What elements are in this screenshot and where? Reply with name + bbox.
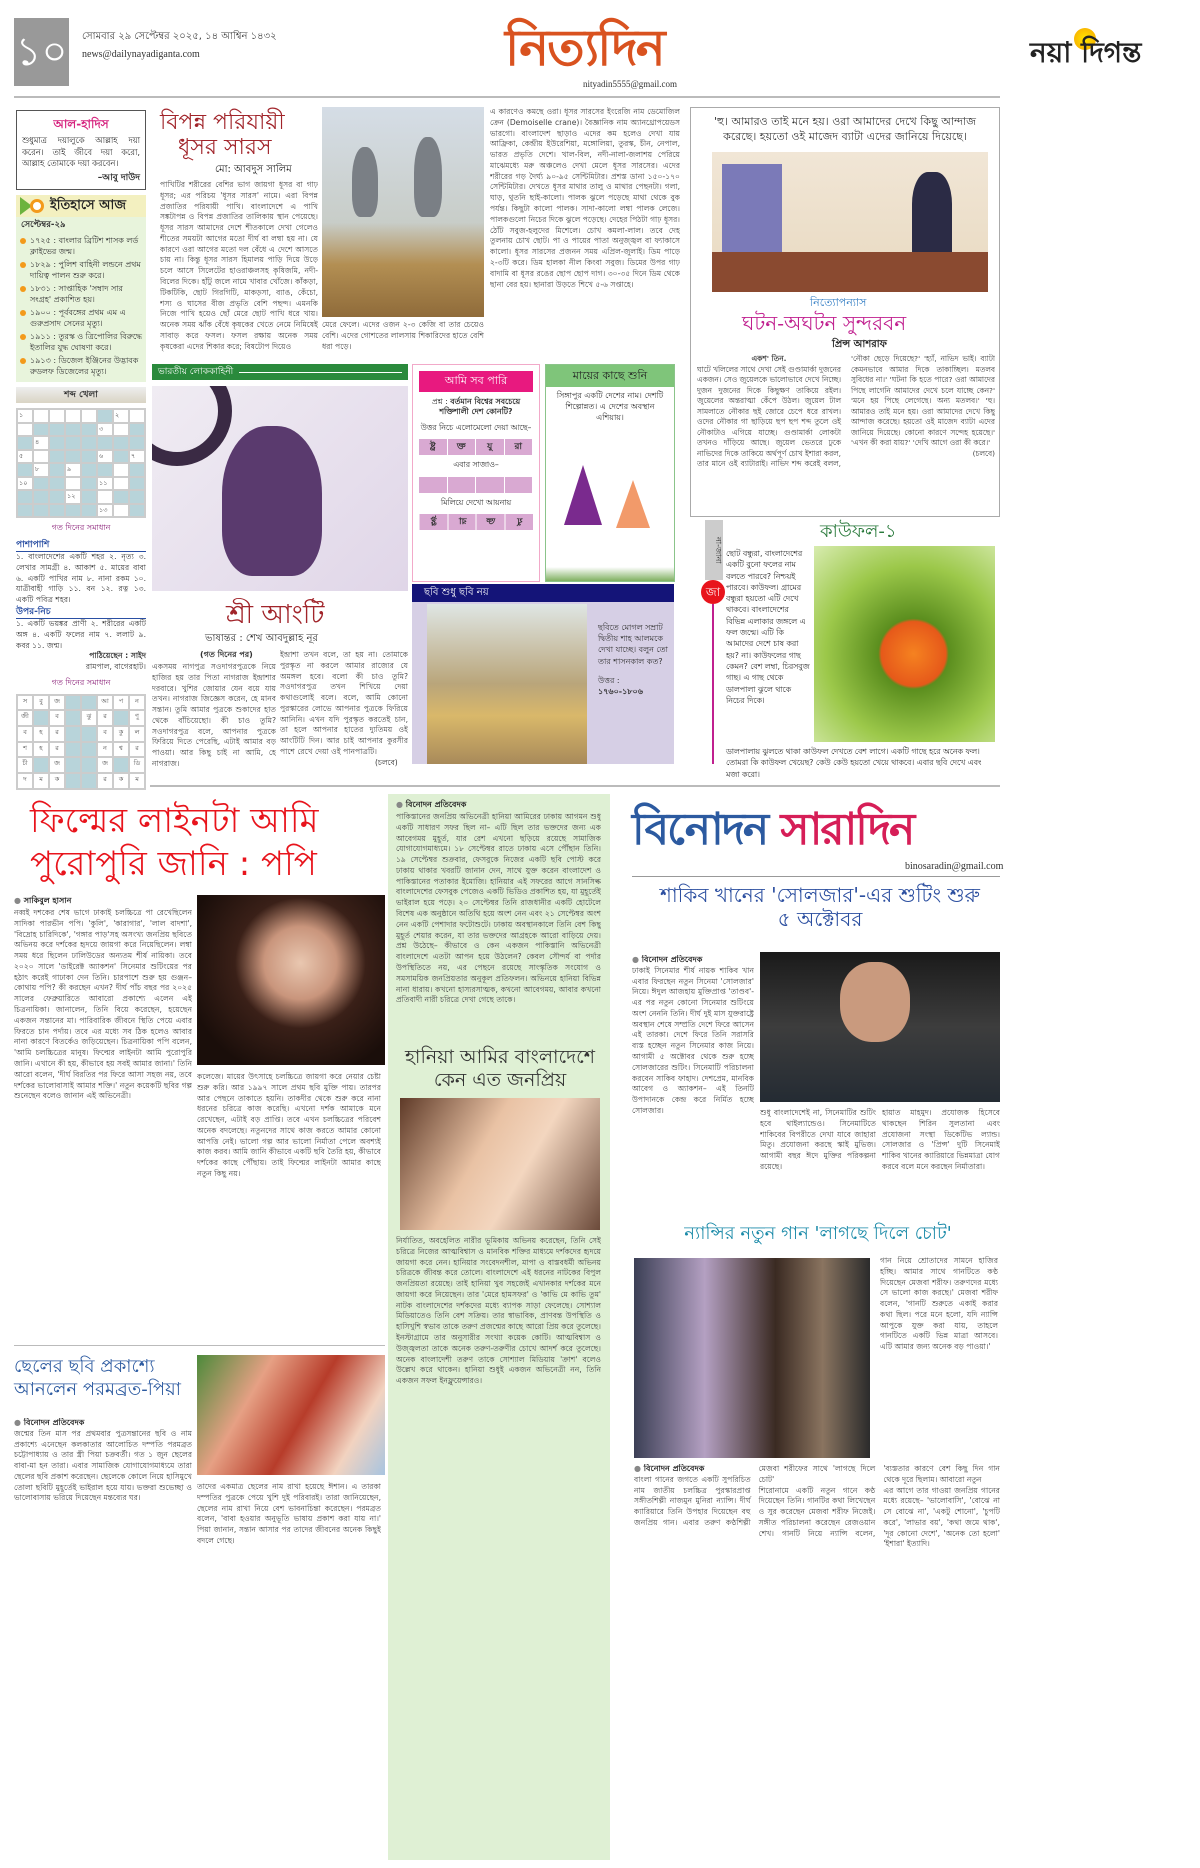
kaufol-badge: জা	[701, 580, 725, 604]
solution-cell: ব	[97, 726, 113, 742]
crossword-cell[interactable]	[97, 409, 113, 423]
question-prefix: প্রশ্ন :	[431, 396, 448, 406]
office-illustration	[712, 152, 988, 292]
binodon-divider	[632, 876, 1000, 877]
popy-text-1: নব্বই দশকের শেষ ভাগে ঢাকাই চলচ্চিত্রে পা রেখেছিলেন সাদিকা পারভীন পপি। 'কুলি', 'কারাগার', 'লাল বাদশা', 'বিদ্রোহ চারিদিকে', 'গঙ্গার পাড়'সহ অসংখ্য জনপ্রিয় ছবিতে অভিনয় করে দর্শকের হৃদয়ে জায়গা করে নিয়েছিলেন। লম্বা সময় ধরে ছিলেন ঢালিউডের অন্যতম শীর্ষ নায়িকা। তবে ২০২০ সালে 'ডাইরেক্ট অ্যাকশন' সিনেমার শুটিংয়ের পর হঠাৎ করেই গাঢাকা দেন তিনি। চারপাশে শুরু হয় গুঞ্জন– কোথায় পপি? কী করছেন এখন? দীর্ঘ পাঁচ বছর পর ২০২৫ সালের ফেব্রুয়ারিতে আবারো প্রকাশ্যে এলেন এই চিত্রনায়িকা। জানালেন, তিনি বিয়ে করেছেন, হয়েছেন একজন সন্তানের মা। পারিবারিক জীবনে স্থিতি পেয়ে এবার ফিরতে চান পর্দায়। তবে এর মধ্যে সব ঠিক হলেও আবার নানা কারণে বিতর্কেও জড়িয়েছেন। চিত্রনায়িকা পপি বলেন, 'আমি চলচ্চিত্রের মানুষ। ফিল্মের লাইনটা আমি পুরোপুরি জানি। এখানে কী হয়, কীভাবে হয় সবই আমার জানা।' তিনি আরো বলেন, 'দীর্ঘ বিরতির পর ফিরে আসা সহজ নয়, তবে দর্শকের ভালোবাসাই আমার শক্তি।' নতুন কয়েকটি ছবির গল্প শুনেছেন বলেও জানান এই অভিনেত্রী।	[14, 908, 192, 1101]
section-logo: নিত্যদিন	[505, 18, 664, 77]
to-be-continued: (চলবে)	[375, 758, 398, 767]
clues	[16, 539, 146, 673]
shakib-text-3: হায়াত মাহমুদ। প্রযোজক হিসেবে থাকছেন শিরিন সুলতানা এবং প্রযোজনা সংস্থা ডিকেটিভ ল্যান্ড। সোলজার ও 'প্রিন্স' দুটি সিনেমাই শাকিব খানের ক্যারিয়ারে ভিন্নমাত্রা যোগ করবে বলে মনে করছেন নির্মাতারা।	[882, 1108, 1000, 1171]
cat-icon	[222, 426, 322, 576]
crossword-cell[interactable]	[97, 490, 113, 504]
crossword-cell[interactable]	[33, 477, 49, 491]
crossword-cell[interactable]	[129, 423, 145, 437]
shakib-photo	[760, 952, 1000, 1102]
story-title: শ্রী আংটি	[226, 600, 325, 630]
bird-title-line1: বিপন্ন পরিযায়ী	[160, 110, 285, 135]
solution-cell: জ	[97, 757, 113, 773]
unknown-strip: না-জানা	[705, 520, 723, 580]
picture-box-text	[598, 622, 670, 697]
solution-cell: ক	[113, 773, 129, 789]
grass-icon	[546, 567, 674, 581]
crossword-cell[interactable]	[81, 409, 97, 423]
story-text-2: ইন্দ্রাশা তখন বলে, তা হয় না। তোমাকে পুরস্কৃত না করলে আমার রাজ্যের যে অমঙ্গল হবে। বলো কী চাও তুমি? সওদাগরপুত্র তখন শিখিয়ে দেয়া কথাগুলোই বলে। বলে, আমি কোনো পুরস্কারের লোভে আপনার পুত্রকে ফিরিয়ে আনিনি। এখন যদি পুরস্কৃত করতেই চান, তা হলে আপনার হাতের দ্যুতিময় ওই আংটিটি দিন। আর চাই আপনার কুরসীর পাশে রেখে দেয়া ওই পানপাত্রটি।	[280, 650, 408, 756]
crossword-cell[interactable]: ৬	[97, 450, 113, 464]
kaufol-text: ছোট বন্ধুরা, বাংলাদেশের একটি বুনো ফলের নাম বলতে পারবে? নিশ্চয়ই পারবে। কাউফল। গ্রামের বন্ধুরা হয়তো এটি দেখে থাকবে। বাংলাদেশের বিভিন্ন এলাকার জঙ্গলে এ ফল জন্মে। এটি কি আমাদের দেশে চাষ করা হয়? না। কাউফলের গাছ কেমন? বেশ লম্বা, চিরসবুজ গাছ। এ গাছ থেকে ডালপালা ঝুলে থাকে নিচের দিকে।	[726, 549, 810, 705]
folk-story-section	[152, 364, 408, 380]
crossword-cell[interactable]	[49, 504, 65, 518]
crossword-cell[interactable]	[97, 436, 113, 450]
history-title: ইতিহাসে আজ	[50, 198, 126, 214]
sender-place: রামপাল, বাগেরহাট।	[85, 662, 146, 672]
nancy-text-2: শিরোনামে একটি নতুন গানে কণ্ঠ দিয়েছেন তিনি। গানটির কথা লিখেছেন ও সুর করেছেন মেজবা শরীফ নিজেই। সঙ্গীত পরিচালনা করেছেন রেজওয়ান শেখ। গানটি নিয়ে ন্যান্সি বলেন, 'ব্যস্ততার কারণে বেশ কিছু দিন গান থেকে দূরে ছিলাম। আবারো নতুন	[758, 1464, 1000, 1538]
crossword-cell[interactable]	[113, 423, 129, 437]
solution-cell	[81, 773, 97, 789]
crossword-cell[interactable]	[113, 504, 129, 518]
history-item: ১৯১১ : তুরস্ক ও ত্রিপোলির বিরুদ্ধে ইতালির যুদ্ধ ঘোষণা করে।	[16, 331, 146, 355]
parambrata-headline: ছেলের ছবি প্রকাশ্যে আনলেন পরমব্রত-পিয়া	[14, 1356, 181, 1400]
to-be-continued: (চলবে)	[972, 448, 995, 458]
girl-drawing-icon	[564, 465, 602, 525]
solution-cell: ণু	[129, 710, 145, 726]
nancy-text-1: বাংলা গানের জগতে একটি সুপরিচিত নাম জাতীয় চলচ্চিত্র পুরস্কারপ্রাপ্ত সঙ্গীতশিল্পী নাজমুন মুনিরা ন্যান্সি। দীর্ঘ ক্যারিয়ারে তিনি উপহার দিয়েছেন বহু জনপ্রিয় গান। এবার তরুণ কণ্ঠশিল্পী মেজবা শরীফের সাথে 'লাগছে দিলে চোট'	[634, 1464, 876, 1527]
solution-cell: ল	[129, 726, 145, 742]
crossword-title: শব্দ খেলা	[64, 390, 98, 400]
crane-icon	[352, 147, 378, 217]
crossword-cell[interactable]	[81, 450, 97, 464]
solution-cell: ক	[49, 773, 65, 789]
nancy-text-3: এর আগে তার গাওয়া জনপ্রিয় গানের মধ্যে রয়েছে– 'ভালোবাসি', 'বোঝে না সে বোঝে না', 'একটু শোনো', 'চুপটি করে', 'লাভার বয়', 'কথা জমে থাক', 'দূর কোনো দেশে', 'অনেক তো হলো' 'ইশারা' ইত্যাদি।	[883, 1485, 1000, 1549]
crane-photo	[322, 107, 484, 317]
solution-cell: স	[17, 695, 33, 711]
crossword-cell[interactable]	[65, 436, 81, 450]
solution-cell: বু	[33, 695, 49, 711]
across-label: পাশাপাশি	[16, 539, 146, 552]
quiz-title: আমি সব পারি	[419, 371, 533, 392]
section-label: ভারতীয় লোককাহিনী	[158, 366, 234, 377]
solution-cell: র	[49, 742, 65, 758]
hania-text-2: নির্যাতিত, অবহেলিত নারীর ভূমিকায় অভিনয় করেছেন, তিনি সেই চরিত্রে নিজের আত্মবিশ্বাস ও মানবিক শক্তির মাধ্যমে দর্শকদের হৃদয়ে জায়গা করে নেন। হানিয়ার সংবেদনশীল, মাপা ও বাস্তবধর্মী অভিনয় চরিত্রকে জীবন্ত করে তোলে। বাংলাদেশে এই ধরনের নাটকের বিপুল জনপ্রিয়তা রয়েছে। তাই হানিয়া খুব সহজেই এখানকার দর্শকের মনে জায়গা করে নিয়েছেন। তার 'মেরে হামসফর' ও 'কাভি মে কাভি তুম' নাটক বাংলাদেশের দর্শকদের মধ্যে ব্যাপক সাড়া ফেলেছে। সোশ্যাল মিডিয়াতেও তিনি বেশ সক্রিয়। তার স্বাভাবিক, প্রাণবন্ত উপস্থিতি ও হাসিখুশি স্বভাব তাকে তরুণ প্রজন্মের কাছে আরো প্রিয় করে তুলেছে। ইনস্টাগ্রামে তার অনুসারীর সংখ্যা কয়েক কোটি। আত্মবিশ্বাস ও উজ্জ্বলতা তাকে অনেক তরুণ-তরুণীর চোখে আদর্শ করে তুলেছে। অনেক বাংলাদেশী তরুণ তাকে সোশ্যাল মিডিয়ায় 'ক্রাশ' বলেও উল্লেখ করে থাকেন। হানিয়া শুধুই একজন অভিনেত্রী নন, তিনি একজন সফল ইনফ্লুয়েন্সারও।	[396, 1236, 601, 1386]
solution-cell: ব	[49, 710, 65, 726]
picture-box-header: ছবি শুধু ছবি নয়	[412, 584, 674, 602]
parambrata-text-2: তাদের একমাত্র ছেলের নাম রাখা হয়েছে ঈশান। এ তারকা দম্পতির পুত্রকে পেয়ে খুশি দুই পরিবারই। তারা জানিয়েছেন, ছেলের নাম রাখা নিয়ে বেশ ভাবনাচিন্তা করেছেন। পরমব্রত বলেন, 'বাবা হওয়ার অনুভূতি ভাষায় প্রকাশ করা যায় না।' পিয়া জানান, সন্তান আসার পর তাদের জীবনের অনেক কিছুই বদলে গেছে।	[197, 1482, 381, 1545]
solution-cell: শ্ব	[113, 742, 129, 758]
solution-cell	[65, 710, 81, 726]
solution-cell	[81, 726, 97, 742]
date-line: সোমবার ২৯ সেপ্টেম্বর ২০২৫, ১৪ আশ্বিন ১৪৩২	[82, 31, 277, 42]
popy-photo	[197, 895, 385, 1065]
crossword-cell[interactable]	[49, 423, 65, 437]
history-item: ১৮২৯ : পুলিশ বাহিনী লন্ডনে প্রথম দায়িত্ব পালন শুরু করে।	[16, 259, 146, 283]
shakib-headline: শাকিব খানের 'সোলজার'-এর শুটিং শুরু ৫ অক্টোবর	[660, 883, 980, 931]
hint-2: এবার সাজাও–	[453, 460, 499, 470]
bird-text-1: পাখিটির শরীরের বেশির ভাগ জায়গা ধূসর বা গাঢ় ধূসর; এর পরিচয় 'ধূসর সারস' নামে। এরা বিপন্ন প্রজাতির পরিযায়ী পাখি। বাংলাদেশে এ পাখি সঙ্কটাপন্ন ও বিপন্ন প্রজাতির তালিকায় স্থান পেয়েছে। ধূসর সারস আমাদের দেশে শীতকালে দেখা গেলেও শীতের সময়টা আগের মতো দীর্ঘ বা লম্বা হয় না। যে কারণে ওরা আগের মতো দল বেঁধে এ দেশে আসতে চায় না। কিন্তু ধূসর সারস হিমালয় পাড়ি দিয়ে উড়ে চলে আসে সিলেটের হাওরাঞ্চলসহ কৃষিজমি, নদী-বিলের দিকে। হাঁটু জলে নামে খাবার খোঁজে। কাঁকড়া, টিকটিকি, ছোট গিরগিটি, মাকড়সা, ব্যাঙ, কেঁচো, শস্য ও ঘাসের বীজ প্রভৃতি বেশি পছন্দ। এমনকি নিজে পাখি হয়েও ছোঁ মেরে ছোট পাখি ধরে খায়। অনেক সময় ঝাঁক বেঁধে কৃষকের খেতে নেমে নিমিষেই সাবাড় করে ফসল। ফসল রক্ষায় অনেক সময় কৃষকেরা এদের শিকার করে; বিষটোপ দিয়েও	[160, 180, 318, 351]
solution-cell	[81, 757, 97, 773]
letter-tile: ষ্ট্র	[419, 439, 448, 455]
hadith-text: শুধুমাত্র দয়ালুকে আল্লাহ দয়া করেন। তাই জীবে দয়া করো, আল্লাহ তোমাকে দয়া করবেন।	[22, 135, 140, 169]
solution-grid	[16, 694, 146, 790]
mother-box-title: মায়ের কাছে শুনি	[546, 365, 674, 387]
solution-cell	[65, 773, 81, 789]
question-text: বর্তমান বিশ্বের সবচেয়ে শক্তিশালী দেশ কোনটি?	[439, 396, 521, 417]
crossword-cell[interactable]	[65, 504, 81, 518]
binodon-email[interactable]: binosaradin@gmail.com	[905, 861, 1004, 872]
bird-title-line2: ধূসর সারস	[178, 135, 272, 160]
parambrata-byline: ● বিনোদন প্রতিবেদক	[14, 1418, 192, 1429]
crossword-cell[interactable]: ৮	[33, 463, 49, 477]
bird-author: মো: আবদুস সালিম	[215, 164, 292, 175]
continued-label: (গত দিনের পর)	[200, 650, 253, 659]
section-email[interactable]: nityadin5555@gmail.com	[583, 79, 678, 89]
crossword-cell[interactable]	[33, 450, 49, 464]
solution-cell: হ	[33, 742, 49, 758]
crossword-cell[interactable]	[17, 504, 33, 518]
letter-tile: যু	[476, 439, 505, 455]
bird-text-2: মেরে ফেলে। এদের ওজন ২-৩ কেজি বা তার চেয়েও বেশি। এদের গোশতের লালসায় শিকারিদের হাতে বেশি ধরা পড়ে।	[322, 320, 484, 351]
solution-cell: কু	[113, 726, 129, 742]
crossword-cell[interactable]	[81, 423, 97, 437]
left-column	[16, 110, 146, 790]
solution-cell: শ	[17, 742, 33, 758]
crossword-cell[interactable]: ১০	[17, 477, 33, 491]
letter-tile: ক্ত	[476, 514, 505, 530]
crossword-cell[interactable]	[129, 504, 145, 518]
solution-cell	[65, 695, 81, 711]
shakib-text-2: শুধু বাংলাদেশেই না, সিনেমাটির শুটিং হবে থাইল্যান্ডেও। সিনেমাটিতে শাকিবের বিপরীতে দেখা যাবে জাহারা মিতু। প্রযোজনা করছে স্কাই মুভিজ। আগামী বছর ঈদে মুক্তির পরিকল্পনা রয়েছে।	[760, 1108, 876, 1171]
solution-label: গত দিনের সমাধান	[51, 523, 111, 532]
solution-cell: জ	[49, 757, 65, 773]
crossword-header	[16, 387, 146, 403]
crossword-cell[interactable]: ১২	[65, 490, 81, 504]
bird-text-3: এ কারণেও কমছে ওরা। ধূসর সারসের ইংরেজি নাম ডেমোজিল ক্রেন (Demoiselle crane)। বৈজ্ঞানিক নাম অ্যানথ্রোপয়েডস ভারগো। বাংলাদেশ ছাড়াও এদের কম হলেও দেখা যায় আফ্রিকা, কেন্দ্রীয় ইউরেশিয়া, মঙ্গোলিয়া, তুরস্ক, চীন, নেপাল, ভারত প্রভৃতি দেশে। খাল-বিল, নদী-নালা-জলাশয় পেরিয়ে মাঝেমধ্যে মরু অঞ্চলেও দেখা মেলে ধূসর সারসের। এদের শরীরের গড় দৈর্ঘ্য ৯০-৯৫ সেন্টিমিটার। প্রশস্ত ডানা ১৫০-১৭০ সেন্টিমিটার। দেখতে ধূসর মাথার তালু ও মাথার পেছনটা। গলা, ঘাড়, থুতনি ছাই-কালো। পালক ঝুলে পড়েছে মাথা থেকে বুক পর্যন্ত। কিছুটা কালো পালক। সাদা-কালো লম্বা পালক লেজে। পালকগুলো নিচের দিকে ঝুলে পড়েছে। দেহের পিঠটা গাঢ় ধূসর। ঠোঁট সবুজ-হলুদের মিশেলে। চোখ কমলা-লাল। তবে দেহ তুলনায় চোখ ছোট। পা ও পায়ের পাতা অনুজ্জ্বল বা ফ্যাকাসে কালো। ধূসর সারসের প্রজনন সময় এপ্রিল-জুলাই। ডিম পাড়ে ২-৩টি করে। ডিম হালকা নীল কিংবা সবুজ। ডিমের উপর গাঢ় বাদামি বা ধূসর রঙের ছোপ ছোপ দাগ। ৩০-৩৫ দিনে ডিম থেকে ছানা বের হয়। ছানারা উড়তে শিখে ৫-৬ সপ্তাহে।	[490, 107, 680, 289]
hint-3: মিলিয়ে দেখো আয়নায়	[440, 497, 512, 507]
solution-cell: ন	[129, 695, 145, 711]
solution-cell: ম	[129, 773, 145, 789]
binodon-logo	[632, 800, 913, 859]
paper-logo: নয়া দিগন্ত	[1030, 36, 1142, 69]
nancy-studio-photo	[634, 1258, 870, 1458]
contact-email[interactable]: news@dailynayadiganta.com	[82, 49, 200, 60]
history-header	[16, 195, 146, 217]
solution-cell	[81, 695, 97, 711]
mirror-letters	[419, 514, 533, 530]
novel-author: প্রিন্স আশরাফ	[832, 339, 887, 350]
solution-cell	[113, 710, 129, 726]
mother-box-text: সিঙ্গাপুর একটি দেশের নাম। দেশটি শিল্পোন্নত। এ দেশের অবস্থান এশিয়ায়।	[556, 391, 664, 422]
novel-text	[697, 354, 995, 512]
scrambled-letters	[419, 439, 533, 455]
crossword-cell[interactable]	[17, 436, 33, 450]
history-date: সেপ্টেম্বর-২৯	[21, 220, 66, 231]
history-item: ১৭২৫ : বাংলার ব্রিটিশ শাসক লর্ড ক্লাইভের জন্ম।	[16, 235, 146, 259]
solution-cell: ব	[17, 726, 33, 742]
crossword-cell[interactable]	[129, 477, 145, 491]
crossword-cell[interactable]: ২	[113, 409, 129, 423]
crossword-cell[interactable]	[33, 504, 49, 518]
letter-tile: ক্ত	[448, 439, 477, 455]
crossword-cell[interactable]	[17, 463, 33, 477]
crossword-cell[interactable]	[113, 436, 129, 450]
hania-photo	[400, 1098, 600, 1230]
across-clues: ১. বাংলাদেশের একটি শহর ২. নৃত্য ৩. লেখার সামগ্রী ৪. আকাশ ৫. মায়ের বাবা ৬. একটি পাখির নাম ৮. নানা রকম ১০. যাত্রীবাহী গাড়ি ১১. বন ১২. রত্ন ১৩. একটি পবিত্র শহর।	[16, 551, 146, 605]
family-photo	[197, 1355, 385, 1475]
hadith-title: আল-হাদিস	[53, 117, 109, 131]
crossword-cell[interactable]	[129, 490, 145, 504]
crossword-cell[interactable]: ৯	[65, 463, 81, 477]
crossword-cell[interactable]	[65, 450, 81, 464]
crossword-cell[interactable]: ১১	[97, 477, 113, 491]
crossword-cell[interactable]	[49, 450, 65, 464]
crossword-cell[interactable]	[33, 423, 49, 437]
crossword-cell[interactable]	[49, 436, 65, 450]
crossword-cell[interactable]	[113, 477, 129, 491]
hania-byline: ● বিনোদন প্রতিবেদক	[396, 800, 466, 811]
crossword-cell[interactable]	[81, 504, 97, 518]
novel-quote: 'হু। আমারও তাই মনে হয়। ওরা আমাদের দেখে কিছু আন্দাজ করেছে। হয়তো ওই মাজেদ ব্যাটা এদের জানিয়ে দিয়েছে।	[714, 115, 976, 143]
nancy-byline: ● বিনোদন প্রতিবেদক	[634, 1464, 751, 1475]
solution-cell: আ	[97, 695, 113, 711]
crossword-cell[interactable]	[113, 490, 129, 504]
crossword-cell[interactable]	[97, 463, 113, 477]
popy-byline: ● সাকিবুল হাসান	[14, 896, 71, 907]
crossword-cell[interactable]	[49, 490, 65, 504]
shakib-column-1	[632, 955, 754, 1217]
solution-cell: জী	[17, 710, 33, 726]
solution-label-2: গত দিনের সমাধান	[51, 677, 111, 687]
cat-illustration	[152, 386, 408, 591]
solution-cell: দ	[17, 773, 33, 789]
hint-1: উত্তর নিচে এলোমেলো দেয়া আছে–	[420, 422, 532, 432]
solution-cell	[81, 742, 97, 758]
history-item: ১৯১৩ : ডিজেল ইঞ্জিনের উদ্ভাবক রুডলফ ডিজেলের মৃত্যু।	[16, 355, 146, 379]
crossword-cell[interactable]	[33, 409, 49, 423]
crossword-cell[interactable]	[17, 490, 33, 504]
parambrata-text-1: জন্মের তিন মাস পর প্রথমবার পুত্রসন্তানের ছবি ও নাম প্রকাশ্যে এনেছেন কলকাতার আলোচিত দম্পতি পরমব্রত চট্টোপাধ্যায় ও তার স্ত্রী পিয়া চক্রবর্তী। গত ১ জুন ছেলের বাবা-মা হন তারা। এবার সামাজিক যোগাযোগমাধ্যমে তারা ছেলের ছবি প্রকাশ করেছেন। ছেলেকে কোলে নিয়ে হাসিমুখে তোলা ছবিটি মুহূর্তেই ভাইরাল হয়ে যায়। ভক্তরা শুভেচ্ছা ও ভালোবাসায় ভরিয়ে দিয়েছেন মন্তব্যের ঘর।	[14, 1428, 192, 1503]
crossword-grid[interactable]	[16, 408, 146, 518]
crossword-cell[interactable]	[65, 423, 81, 437]
crossword-cell[interactable]	[129, 463, 145, 477]
story-text-1: একসময় নাগপুত্র সওদাগরপুত্রকে নিয়ে হাজির হয় তার পিতা নাগরাজ ইন্দ্রাশার দরবারে। খুশির জোয়ার যেন বয়ে যায় তখন। নাগরাজ জিজ্ঞেস করেন, হে মানব সন্তান। তুমি আমার পুত্রকে শুকাদের হাত থেকে বাঁচিয়েছো। কী চাও তুমি? সওদাগরপুত্র বলে, আপনার পুত্রকে ফিরিয়ে দিতে পেরেছি, এটাই আমার বড় পাওয়া। আর কিছু চাই না আমি, হে নাগরাজ।	[152, 662, 276, 768]
answer-value: ১৭৬০-১৮০৬	[598, 686, 643, 696]
solution-cell: র	[97, 773, 113, 789]
crossword-cell[interactable]	[65, 409, 81, 423]
crossword-cell[interactable]	[49, 409, 65, 423]
letter-tile: রা	[505, 439, 534, 455]
solution-cell: ম	[33, 773, 49, 789]
face-icon	[840, 962, 910, 1042]
solution-cell	[65, 757, 81, 773]
crossword-cell[interactable]	[49, 477, 65, 491]
nancy-text-0: গান নিয়ে শ্রোতাদের সামনে হাজির হচ্ছি। আমার সাথে গানটিতে কণ্ঠ দিয়েছেন মেজবা শরীফ। তরুণদের মধ্যে সে ভালো কাজ করছে।' মেজবা শরীফ বলেন, 'গানটি শুরুতে একাই করার কথা ছিল। পরে মনে হলো, যদি ন্যান্সি আপুকে যুক্ত করা যায়, তাহলে গানটিতে একটি ভিন্ন মাত্রা আসবে। এটি আমার জন্য অনেক বড় পাওয়া।'	[880, 1256, 998, 1352]
crane-icon	[414, 137, 442, 217]
novel-episode: একশ' তিন.	[751, 354, 787, 363]
logo-part-2: সারাদিন	[780, 804, 914, 855]
letter-tile: যু	[505, 514, 534, 530]
history-item: ১৮৩১ : সাপ্তাহিক 'সম্বাদ সার সংগ্রহ' প্রকাশিত হয়।	[16, 283, 146, 307]
crossword-cell[interactable]: ১৩	[97, 504, 113, 518]
answer-blanks[interactable]	[419, 477, 533, 493]
shakib-byline: ● বিনোদন প্রতিবেদক	[632, 955, 754, 966]
crossword-cell[interactable]: ৭	[129, 450, 145, 464]
crossword-cell[interactable]: ৪	[33, 436, 49, 450]
picture-question: ছবিতে মোগল সম্রাট দ্বিতীয় শাহ আলমকে দেখা যাচ্ছে। বলুন তো তার শাসনকাল কত?	[598, 623, 668, 666]
crossword-cell[interactable]	[17, 423, 33, 437]
hadith-reference: –আবু দাউদ	[97, 173, 140, 184]
history-box	[16, 195, 146, 382]
mother-box	[545, 364, 675, 582]
man-icon	[912, 172, 952, 252]
solution-cell: জ	[49, 695, 65, 711]
child-drawing-icon	[616, 480, 650, 528]
crossword-cell[interactable]: ১	[17, 409, 33, 423]
crossword-cell[interactable]	[49, 463, 65, 477]
ornament-icon	[152, 386, 232, 466]
nancy-columns	[634, 1464, 1000, 1860]
crossword-cell[interactable]	[129, 409, 145, 423]
kaufol-divider	[712, 604, 714, 764]
kaufol-text-bottom: ডালপালায় ঝুলতে থাকা কাউফল দেখতে বেশ লাগে। একটি গাছে হরে অনেক ফল। তোমরা কি কাউফল খেয়েছ? কেউ কেউ হয়তো খেয়ে থাকবে। এবার ছবি দেখে এবং মজা করো।	[726, 747, 982, 779]
novel-body: ঘাটে খলিলের সাথে দেখা সেই গুণ্ডামার্কা দুজনের একজন। সেও জুয়েলকে ভালোভাবে দেখে নিচ্ছে। দুজন দুজনের দিকে কিছুক্ষণ তাকিয়ে রইল। জুয়েলের অন্তরাত্মা কেঁপে উঠল। জুয়েল টাল সামলাতে নৌকার ছই জোরে চেপে ধরে রাখল। ওদের নৌকার গা ছাড়িয়ে ছপ ছপ শব্দ তুলে ওই নৌকাটাও এগিয়ে যাচ্ছে। গুণ্ডামার্কা লোকটা তখনও দাঁড়িয়ে আছে। জুয়েল ভেতরে ঢুকে নাভিদের দিকে তাকিয়ে অর্থপূর্ণ চোখ ইশারা করল, তার মানে ওই ব্যাটারাই। নাভিদ শব্দ করেই বলল, 'নৌকা ছেড়ে দিয়েছে?' 'হ্যাঁ, নাভিদ ভাই। ব্যাটা কেমনভাবে আমার দিকে তাকাচ্ছিল। মতলব সুবিধের না।' 'ঘটনা কি হতে পারে? ওরা আমাদের পিছে লাগেনি আমাদের দেখে চলে যাচ্ছে কেন?' 'মনে হয় পিছে লেগেছে। অন্য মতলব।' 'হু। আমারও তাই মনে হয়। ওরা আমাদের দেখে কিছু আন্দাজ করেছে। হয়তো ওই মাজেদ ব্যাটা এদের জানিয়ে দিয়েছে। কোনো কারণে সন্দেহ হয়েছে।' 'এখন কী করা যায়?' 'দেখি আগে ওরা কী করে।'	[697, 354, 995, 469]
crossword-cell[interactable]	[81, 477, 97, 491]
story-translator: ভাষান্তর : শেখ আবদুল্লাহ নূর	[205, 633, 319, 644]
letter-tile: ষ্ট্র	[419, 514, 448, 530]
desk-icon	[712, 252, 988, 292]
solution-cell	[33, 757, 49, 773]
solution-cell: প	[113, 695, 129, 711]
history-item: ১৯০০ : পূর্ববঙ্গের প্রথম এম এ গুরুপ্রসাদ সেনের মৃত্যু।	[16, 307, 146, 331]
popy-text-2: কলেজে। মায়ের উৎসাহে চলচ্চিত্রে জায়গা করে নেয়ার চেষ্টা শুরু করি। আর ১৯৯৭ সালে প্রথম ছবি মুক্তি পায়। তারপর আর পেছনে তাকাতে হয়নি। তাকদীর থেকে শুরু করে নানা ধরনের চরিত্রে কাজ করেছি। এখনো দর্শক আমাকে মনে রেখেছেন, এটাই বড় প্রাপ্তি। তবে এখন চলচ্চিত্রের পরিবেশ অনেক বদলেছে। নতুনদের সাথে কাজ করতে আমার কোনো আপত্তি নেই। ভালো গল্প আর ভালো নির্মাতা পেলে অবশ্যই কাজ করব। আমি জানি কীভাবে একটি ছবি তৈরি হয়, কীভাবে দর্শকের কাছে পৌঁছায়। তাই ফিল্মের লাইনটা আমার কাছে নতুন কিছু নয়।	[197, 1072, 381, 1179]
solution-cell	[113, 757, 129, 773]
crossword-cell[interactable]	[113, 463, 129, 477]
quiz-box	[412, 364, 540, 582]
crossword-cell[interactable]	[129, 436, 145, 450]
solution-cell: র	[129, 742, 145, 758]
circle-icon	[30, 199, 44, 213]
hania-text-1: পাকিস্তানের জনপ্রিয় অভিনেত্রী হানিয়া আমিরের ঢাকায় আগমন শুধু একটি সাধারণ সফর ছিল না– এটি ছিল তার ভক্তদের জন্য এক আবেগময় মুহূর্ত, যার রেশ এখনো ছড়িয়ে রয়েছে সামাজিক যোগাযোগমাধ্যমে। ১৮ সেপ্টেম্বর রাতে ঢাকায় এসে পৌঁছান তিনি। ১৯ সেপ্টেম্বর শুক্রবার, ফেসবুকে নিজের একটি ছবি পোস্ট করে ঢাকায় থাকার খবরটি জানান দেন, সাথে যুক্ত করেন বাংলাদেশ ও পাকিস্তানের পতাকার ইমোজি। হানিয়ার এই সফরের আগে সানসিল্ক বাংলাদেশের ফেসবুক পেজেও একটি ভিডিও প্রকাশিত হয়, যা মুহূর্তেই ভাইরাল হয়ে পড়ে। ২০ সেপ্টেম্বর তিনি রাজধানীর একটি হোটেলে বিশেষ এক অনুষ্ঠানে অতিথি হয়ে অংশ নেন এবং ২১ সেপ্টেম্বর অংশ নেন একটি পেশাদার ফটোশুটে। ঢাকায় অবস্থানকালে তিনি বেশ কিছু মুহূর্ত শেয়ার করেন, যা তার ভক্তদের আগ্রহকে আরো বাড়িয়ে দেয়। প্রশ্ন উঠেছে– কীভাবে ও কেন একজন পাকিস্তানি অভিনেত্রী বাংলাদেশে এতটা আপন হয়ে উঠলেন? কেবল সৌন্দর্য বা পর্দার উপস্থিতিতে নয়, এর পেছনে রয়েছে সাংস্কৃতিক সংযোগ ও সমসাময়িক জনপ্রিয়তার অনুকূল প্রতিফলন। অভিনয়ে হানিয়া বিভিন্ন নানা ধারায়। কখনো হাস্যরসাত্মক, কখনো আবেগময়, আবার কখনো প্রতিবাদী নারী চরিত্রে দেখা গেছে তাকে।	[396, 812, 601, 1005]
answer-label: উত্তর :	[598, 675, 620, 685]
nancy-headline: ন্যান্সির নতুন গান 'লাগছে দিলে চোট'	[684, 1223, 952, 1244]
kaufol-fruit-photo	[814, 546, 995, 742]
shakib-text-1: ঢাকাই সিনেমার শীর্ষ নায়ক শাকিব খান এবার ফিরছেন নতুন সিনেমা 'সোলজার' নিয়ে। ঈদুল আজহায় মুক্তিপ্রাপ্ত 'তাণ্ডব'-এর পর নতুন কোনো সিনেমার শুটিংয়ে অংশ নেননি তিনি। দীর্ঘ দুই মাস যুক্তরাষ্ট্রে অবস্থান শেষে সম্প্রতি দেশে ফিরে আসেন এই তারকা। দেশে ফিরে তিনি সরাসরি ব্যস্ত হচ্ছেন নতুন সিনেমার কাজ নিয়ে। আগামী ৫ অক্টোবর থেকে শুরু হচ্ছে সোলজারের শুটিং। সিনেমাটি পরিচালনা করবেন সাকিব ফাহাদ। দেশপ্রেম, মানবিক আবেগ ও অ্যাকশন– এই তিনটি উপাদানকে কেন্দ্র করে নির্মিত হচ্ছে সোলজার।	[632, 965, 754, 1115]
crossword-cell[interactable]	[33, 490, 49, 504]
crossword-cell[interactable]: ৫	[17, 450, 33, 464]
solution-cell: র	[49, 726, 65, 742]
popy-headline: ফিল্মের লাইনটা আমি পুরোপুরি জানি : পপি	[30, 801, 319, 884]
solution-cell: ঝু	[81, 710, 97, 726]
crossword-cell[interactable]	[65, 477, 81, 491]
solution-cell	[65, 726, 81, 742]
solution-cell	[33, 710, 49, 726]
solution-cell: ন	[97, 742, 113, 758]
page-divider	[150, 785, 1000, 787]
solution-cell	[65, 742, 81, 758]
crossword-cell[interactable]	[81, 463, 97, 477]
masthead-divider	[14, 96, 1000, 98]
section-divider	[14, 1345, 385, 1346]
kaufol-title: কাউফল-১	[820, 521, 897, 542]
solution-cell: হ	[33, 726, 49, 742]
crossword-cell[interactable]: ৩	[97, 423, 113, 437]
down-clues: ১. একটি ভয়ঙ্কর প্রাণী ২. শরীরের একটি অঙ্গ ৪. একটি ফলের নাম ৭. ললাট ৯. কবর ১১. জন্ম।	[16, 618, 146, 650]
solution-cell: ডি	[129, 757, 145, 773]
novel-series: নিত্যোপন্যাস	[810, 296, 867, 309]
solution-cell: র	[97, 710, 113, 726]
down-label: উপর-নিচ	[16, 606, 146, 619]
crossword-cell[interactable]	[81, 490, 97, 504]
sender: পাঠিয়েছেন : সাইদ	[89, 651, 146, 661]
hania-headline: হানিয়া আমির বাংলাদেশে কেন এত জনপ্রিয়	[404, 1046, 596, 1091]
hadith-box	[16, 110, 146, 190]
solution-cell: চী	[17, 757, 33, 773]
parambrata-column-1	[14, 1418, 192, 1858]
page-number: ১০	[14, 18, 69, 86]
letter-tile: রা	[448, 514, 477, 530]
crossword-cell[interactable]	[81, 436, 97, 450]
novel-title: ঘটন-অঘটন সুন্দরবন	[742, 311, 907, 335]
logo-part-1: বিনোদন	[632, 804, 768, 855]
mughal-painting	[427, 604, 587, 764]
crossword-cell[interactable]	[113, 450, 129, 464]
